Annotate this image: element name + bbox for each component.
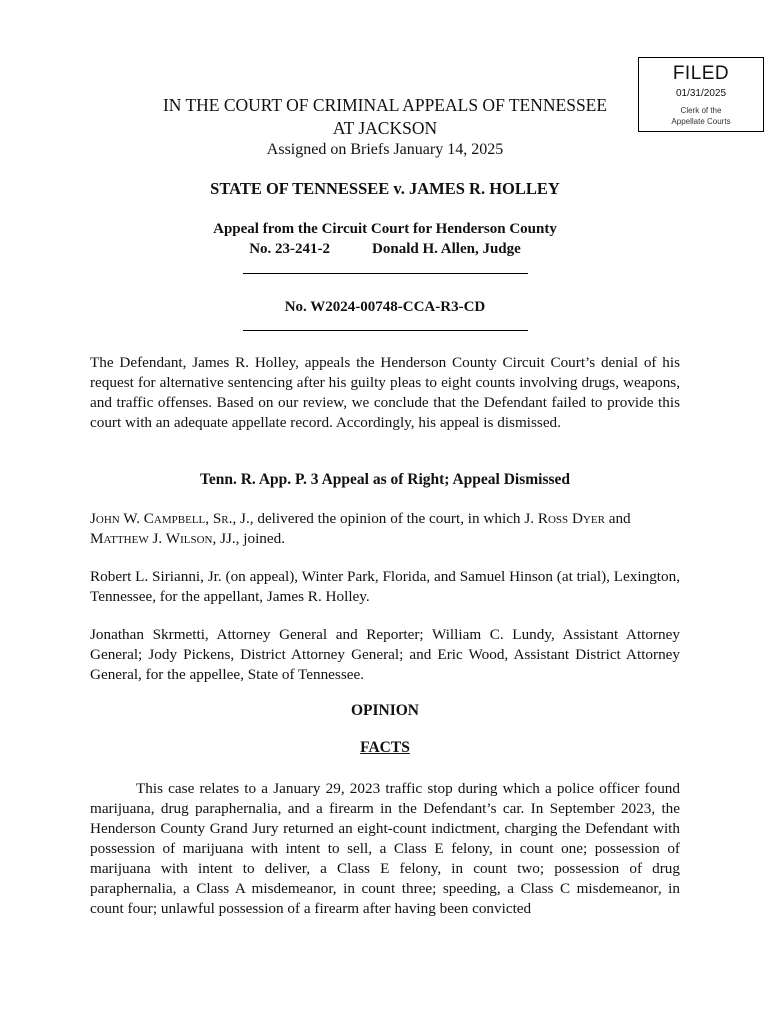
judge-wilson: Matthew J. Wilson <box>90 530 213 547</box>
facts-paragraph: This case relates to a January 29, 2023 traffic stop during which a police officer found marijuana, drug paraphernalia, and a firearm in the Defendant’s car. In September 2023, the Henderson County Grand Jury returned an eight-count indictment, charging the Defendant with possession of marijuana with intent to sell, a Class E felony, in count one; possession of marijuana with intent to deliver, a Class E felony, in count two; possession of drug paraphernalia, a Class A misdemeanor, in count three; speeding, a Class C misdemeanor, in count four; unlawful possession of a firearm after having been convicted <box>90 780 680 917</box>
appeal-from: Appeal from the Circuit Court for Henderson County <box>213 221 557 237</box>
facts-heading-text: FACTS <box>360 739 410 756</box>
authorship-paragraph <box>90 509 680 549</box>
counsel-appellant: Robert L. Sirianni, Jr. (on appeal), Winter Park, Florida, and Samuel Hinson (at trial), Lexington, Tennessee, for the appellant, James R. Holley. <box>90 568 680 605</box>
trial-judge: Donald H. Allen, Judge <box>372 241 521 257</box>
facts-heading <box>90 739 680 757</box>
stamp-filed: FILED <box>672 63 730 84</box>
authorship-text: and <box>604 510 631 527</box>
stamp-date: 01/31/2025 <box>675 88 727 99</box>
judge-dyer: J. Ross Dyer <box>524 510 605 527</box>
summary-paragraph: The Defendant, James R. Holley, appeals the Henderson County Circuit Court’s denial of his request for alternative sentencing after his guilty pleas to eight counts involving drugs, weapons, and traffic offenses. Based on our review, we conclude that the Defendant failed to provide this court with an adequate appellate record. Accordingly, his appeal is dismissed. <box>90 354 680 431</box>
trial-number: No. 23-241-2 <box>249 241 331 257</box>
opinion-heading: OPINION <box>350 702 420 719</box>
appeal-number: No. W2024-00748-CCA-R3-CD <box>284 299 486 315</box>
counsel-appellee: Jonathan Skrmetti, Attorney General and Reporter; William C. Lundy, Assistant Attorney General; Jody Pickens, District Attorney General; and Eric Wood, Assistant District Attorney General, for the appellee, State of Tennessee. <box>90 626 680 683</box>
authorship-text: , JJ., joined. <box>212 530 286 547</box>
divider-top <box>243 273 528 274</box>
stamp-courts: Appellate Courts <box>671 117 731 126</box>
stamp-clerk: Clerk of the <box>680 106 722 115</box>
court-name: IN THE COURT OF CRIMINAL APPEALS OF TENNESSEE <box>162 95 608 115</box>
case-title: STATE OF TENNESSEE v. JAMES R. HOLLEY <box>210 179 560 198</box>
authorship-text: , J., delivered the opinion of the court, in which <box>232 510 525 527</box>
court-location: AT JACKSON <box>332 118 438 138</box>
author-name: John W. Campbell, Sr. <box>90 510 233 527</box>
divider-bottom <box>243 330 528 331</box>
assigned-date: Assigned on Briefs January 14, 2025 <box>266 141 504 158</box>
disposition: Tenn. R. App. P. 3 Appeal as of Right; Appeal Dismissed <box>199 471 571 488</box>
trial-info <box>90 239 680 259</box>
